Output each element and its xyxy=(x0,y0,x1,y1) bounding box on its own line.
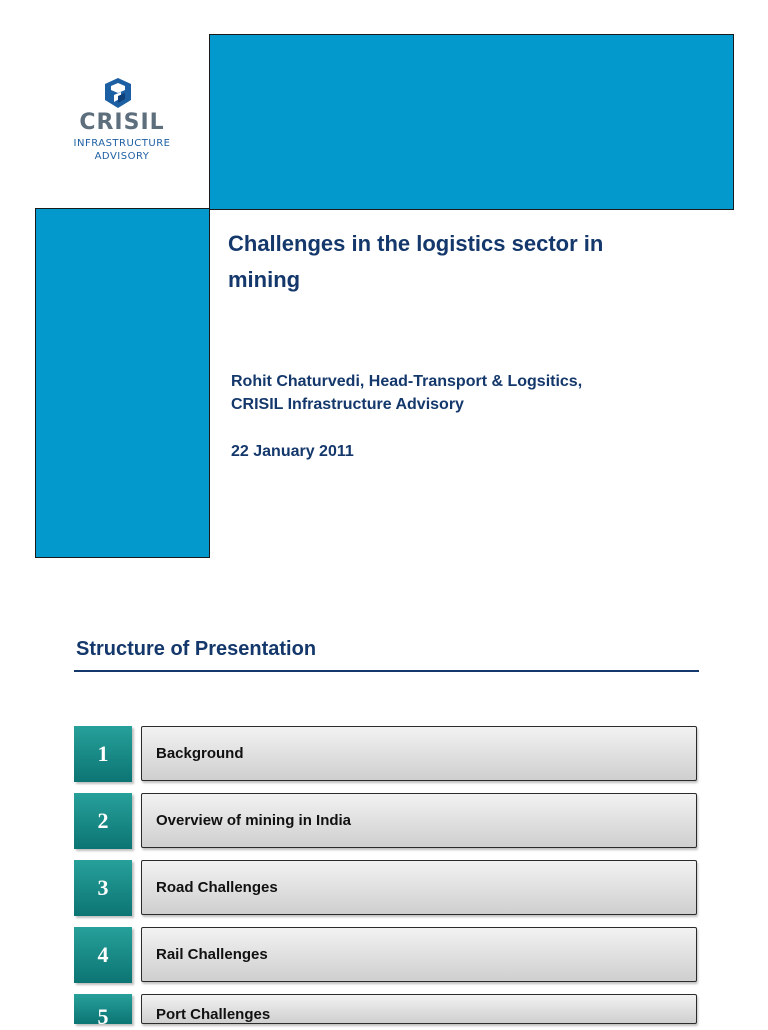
blue-side-block xyxy=(35,208,210,558)
logo-subtitle-line1: INFRASTRUCTURE xyxy=(73,138,171,149)
agenda-item-label: Rail Challenges xyxy=(141,927,697,982)
agenda-item-label: Port Challenges xyxy=(141,994,697,1024)
agenda-number-badge: 2 xyxy=(74,793,132,849)
agenda-number-badge: 3 xyxy=(74,860,132,916)
author-line-2: CRISIL Infrastructure Advisory xyxy=(231,396,464,413)
agenda-number-badge: 1 xyxy=(74,726,132,782)
logo-subtitle-line2: ADVISORY xyxy=(94,151,150,162)
blue-header-block xyxy=(209,34,734,210)
heading-divider xyxy=(74,670,699,672)
agenda-number-badge: 5 xyxy=(74,994,132,1024)
agenda-item-label: Overview of mining in India xyxy=(141,793,697,848)
crisil-logo-mark-icon xyxy=(101,78,135,112)
agenda-number-badge: 4 xyxy=(74,927,132,983)
title-line-2: mining xyxy=(228,267,301,292)
agenda-item-label: Background xyxy=(141,726,697,781)
crisil-logo xyxy=(70,74,174,166)
author-line-1: Rohit Chaturvedi, Head-Transport & Logsitics, xyxy=(231,373,583,390)
presentation-date: 22 January 2011 xyxy=(231,443,354,460)
author-block xyxy=(231,370,711,416)
agenda-item-label: Road Challenges xyxy=(141,860,697,915)
logo-wordmark: CRISIL xyxy=(79,110,165,135)
presentation-title xyxy=(228,226,688,298)
section-heading: Structure of Presentation xyxy=(76,638,317,660)
title-line-1: Challenges in the logistics sector in xyxy=(228,231,604,256)
